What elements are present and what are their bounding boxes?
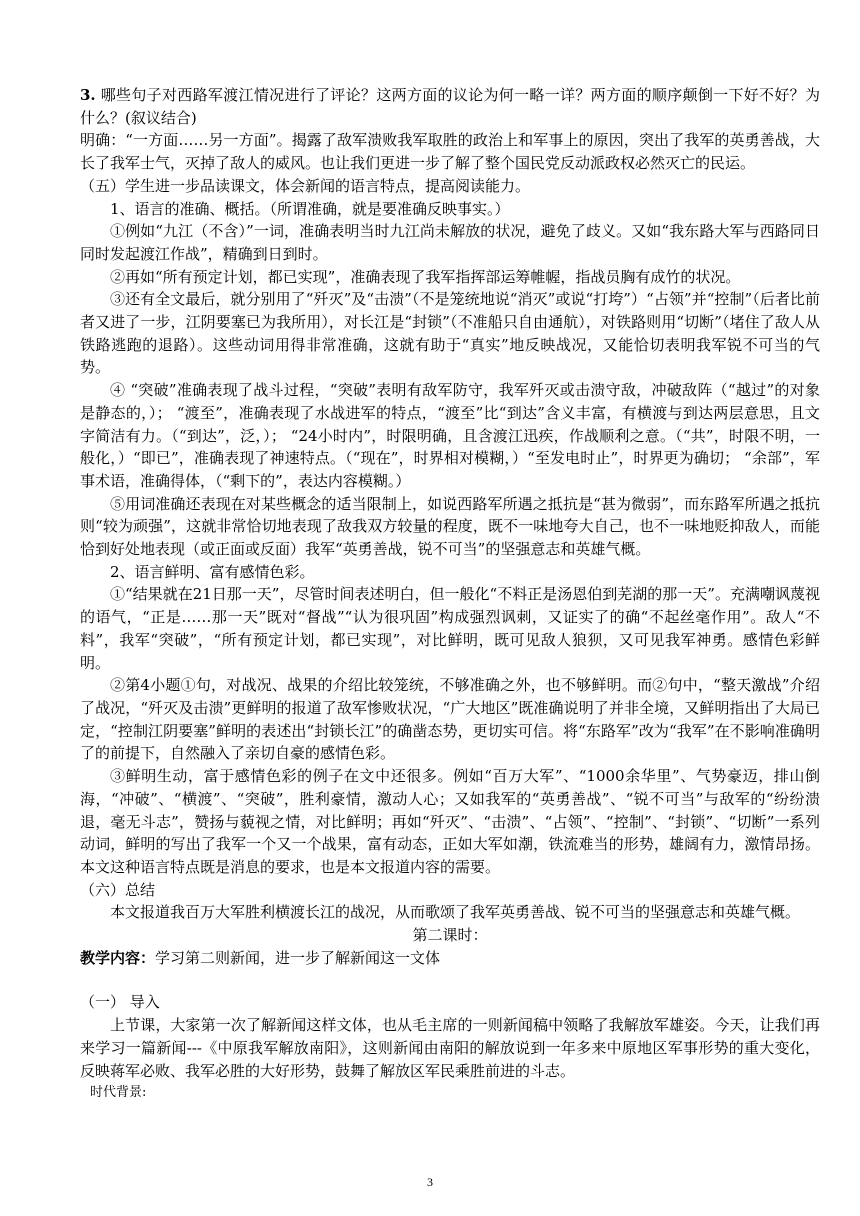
teaching-content xyxy=(80,947,820,970)
point-2-para-3: ③鲜明生动，富于感情色彩的例子在文中还很多。例如“百万大军”、“1000余华里”、气势豪迈，排山倒海，“冲破”、“横渡”、“突破”，胜利豪情，激动人心；又如我军的“英勇善战”、“锐不可当”与敌军的“纷纷溃退，毫无斗志”，赞扬与藐视之情，对比鲜明；再如“歼灭”、“击溃”、“占领”、“控制”、“封锁”、“切断”一系列动词，鲜明的写出了我军一个又一个战果，富有动态，正如大军如潮，铁流难当的形势，雄阔有力，激情昂扬。本文这种语言特点既是消息的要求，也是本文报道内容的需要。 xyxy=(80,767,820,876)
point-2-title: 2、语言鲜明、富有感情色彩。 xyxy=(110,562,315,581)
point-1-para-1: ①例如“九江（不含）”一词，准确表明当时九江尚未解放的状况，避免了歧义。又如“我东路大军与西路同日同时发起渡江作战”，精确到日到时。 xyxy=(80,222,820,263)
question-3 xyxy=(80,84,820,129)
spacer xyxy=(80,969,820,991)
section-5-title: （五）学生进一步品读课文，体会新闻的语言特点，提高阅读能力。 xyxy=(80,176,531,195)
section-6-title: （六）总结 xyxy=(80,880,156,899)
question-3-answer: 明确：“一方面……另一方面”。揭露了敌军溃败我军取胜的政治上和军事上的原因，突出了我军的英勇善战，大长了我军士气，灭掉了敌人的威风。也让我们更进一步了解了整个国民党反动派政权必然灭亡的民运。 xyxy=(80,131,820,173)
teaching-content-label: 教学内容： xyxy=(80,948,156,967)
summary-text: 本文报道我百万大军胜利横渡长江的战况，从而歌颂了我军英勇善战、锐不可当的坚强意志和英雄气概。 xyxy=(110,903,801,922)
intro-title: （一） 导入 xyxy=(80,993,160,1012)
page-number: 3 xyxy=(427,1175,433,1189)
point-1-para-3: ③还有全文最后，就分别用了“歼灭”及“击溃”（不是笼统地说“消灭”或说“打垮”）“占领”并“控制”（后者比前者又进了一步，江阴要塞已为我所用），对长江是“封锁”（不准船只自由通航），对铁路则用“切断”（堵住了敌人从铁路逃跑的退路）。这些动词用得非常准确，这就有助于“真实”地反映战况，又能恰切表明我军锐不可当的气势。 xyxy=(80,290,820,377)
lesson-2-title: 第二课时： xyxy=(412,926,488,945)
document-body xyxy=(80,84,820,1104)
question-number: 3. xyxy=(80,86,96,104)
intro-text: 上节课，大家第一次了解新闻这样文体，也从毛主席的一则新闻稿中领略了我解放军雄姿。今天，让我们再来学习一篇新闻---《中原我军解放南阳》，这则新闻由南阳的解放说到一年多来中原地区军事形势的重大变化，反映蒋军必败、我军必胜的大好形势，鼓舞了解放区军民乘胜前进的斗志。 xyxy=(80,1016,820,1080)
point-2-para-1: ①“结果就在21日那一天”，尽管时间表述明白，但一般化“不料正是汤恩伯到芜湖的那一天”。充满嘲讽蔑视的语气，“正是……那一天”既对“督战”“认为很巩固”构成强烈讽刺，又证实了的确“不起丝毫作用”。敌人“不料”，我军“突破”，“所有预定计划，都已实现”，对比鲜明，既可见敌人狼狈，又可见我军神勇。感情色彩鲜明。 xyxy=(80,585,820,672)
question-text: 哪些句子对西路军渡江情况进行了评论？这两方面的议论为何一略一详？两方面的顺序颠倒一下好不好？为什么？(叙议结合) xyxy=(80,86,820,127)
teaching-content-text: 学习第二则新闻，进一步了解新闻这一文体 xyxy=(155,948,441,967)
point-1-title: 1、语言的准确、概括。（所谓准确，就是要准确反映事实。） xyxy=(110,199,510,218)
point-2-para-2: ②第4小题①句，对战况、战果的介绍比较笼统，不够准确之外，也不够鲜明。而②句中，“整天激战”介绍了战况，“歼灭及击溃”更鲜明的报道了敌军惨败状况，“广大地区”既准确说明了并非全境，又鲜明指出了大局已定，“控制江阴要塞”鲜明的表述出“封锁长江”的确凿态势，更切实可信。将“东路军”改为“我军”在不影响准确明了的前提下，自然融入了亲切自豪的感情色彩。 xyxy=(80,676,820,763)
point-1-para-4: ④ “突破”准确表现了战斗过程，“突破”表明有敌军防守，我军歼灭或击溃守敌，冲破敌阵（“越过”的对象是静态的，）； “渡至”，准确表现了水战进军的特点，“渡至”比“到达”含义丰富，有横渡与到达两层意思，且文字简洁有力。（“到达”，泛，）； “24小时内”，时限明确，且含渡江迅疾，作战顺利之意。（“共”，时限不明，一般化，）“即已”，准确表现了神速特点。（“现在”，时界相对模糊，）“至发电时止”，时界更为确切； “余部”，军事术语，准确得体，（“剩下的”，表达内容模糊。） xyxy=(80,381,820,490)
point-1-para-5: ⑤用词准确还表现在对某些概念的适当限制上，如说西路军所遇之抵抗是“甚为微弱”，而东路军所遇之抵抗则“较为顽强”，这就非常恰切地表现了敌我双方较量的程度，既不一味地夸大自己，也不一味地贬抑敌人，而能恰到好处地表现（或正面或反面）我军“英勇善战，锐不可当”的坚强意志和英雄气概。 xyxy=(80,494,820,559)
era-background-label: 时代背景: xyxy=(90,1085,147,1101)
point-1-para-2: ②再如“所有预定计划，都已实现”，准确表现了我军指挥部运筹帷幄，指战员胸有成竹的状况。 xyxy=(110,267,741,286)
